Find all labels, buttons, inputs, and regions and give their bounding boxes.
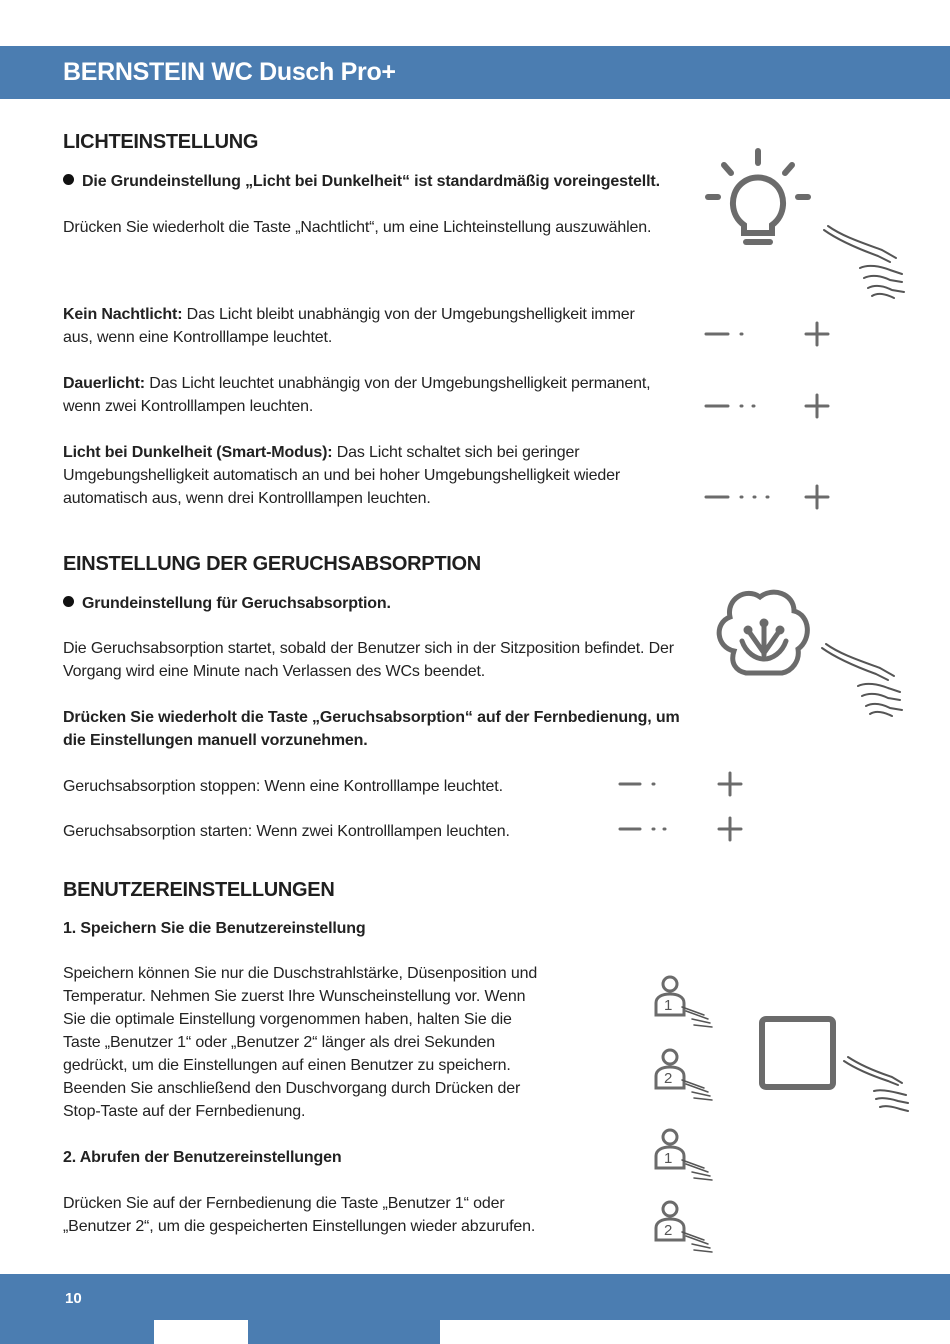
footer-decoration: [440, 1320, 950, 1344]
user-badge-number: 2: [664, 1222, 673, 1239]
user-step2-title: 2. Abrufen der Benutzereinstellungen: [63, 1149, 342, 1166]
pointing-hand-icon: [818, 640, 906, 720]
indicator-two-lamps: [704, 392, 834, 420]
indicator-three-lamps: [704, 483, 834, 511]
indicator-two-lamps: [618, 815, 748, 843]
user-2-button-icon: [652, 1200, 722, 1258]
page-number: 10: [65, 1290, 82, 1307]
option-label: Kein Nachtlicht:: [63, 306, 183, 323]
user-step2-text: Drücken Sie auf der Fernbedienung die Taste „Benutzer 1“ oder „Benutzer 2“, um die gespeicherten Einstellungen wieder abzurufen.: [63, 1195, 536, 1235]
footer-decoration: [154, 1320, 248, 1344]
bullet-icon: [63, 596, 74, 607]
indicator-one-lamp: [704, 320, 834, 348]
pointing-hand-icon: [842, 1055, 912, 1119]
user-step1-text: Speichern können Sie nur die Duschstrahlstärke, Düsenposition und Temperatur. Nehmen Sie zuerst Ihre Wunscheinstellung vor. Wenn Sie die optimale Einstellung vorgenommen haben, halten Sie die Taste „Benutzer 1“ oder „Benutzer 2“ länger als drei Sekunden gedrückt, um die Einstellungen auf einen Benutzer zu speichern. Beenden Sie anschließend den Duschvorgang durch Drücken der Stop-Taste auf der Fernbedienung.: [63, 965, 538, 1120]
section-heading-light: LICHTEINSTELLUNG: [63, 131, 259, 153]
odor-start: Geruchsabsorption starten: Wenn zwei Kontrolllampen leuchten.: [63, 823, 510, 840]
odor-instruction: Drücken Sie wiederholt die Taste „Geruchsabsorption“ auf der Fernbedienung, um die Einstellungen manuell vorzunehmen.: [63, 709, 680, 749]
indicator-one-lamp: [618, 770, 748, 798]
user-2-button-icon: [652, 1048, 722, 1106]
option-label: Licht bei Dunkelheit (Smart-Modus):: [63, 444, 333, 461]
option-text: Das Licht leuchtet unabhängig von der Umgebungshelligkeit permanent, wenn zwei Kontrolllampen leuchten.: [63, 375, 651, 415]
option-text: Das Licht bleibt unabhängig von der Umgebungshelligkeit immer aus, wenn eine Kontrolllampe leuchtet.: [63, 306, 635, 346]
user-step1-title: 1. Speichern Sie die Benutzereinstellung: [63, 920, 366, 937]
odor-stop: Geruchsabsorption stoppen: Wenn eine Kontrolllampe leuchtet.: [63, 778, 503, 795]
bullet-icon: [63, 174, 74, 185]
option-text: Das Licht schaltet sich bei geringer Umgebungshelligkeit automatisch an und bei hoher Umgebungshelligkeit wieder automatisch aus, wenn drei Kontrolllampen leuchten.: [63, 444, 621, 507]
flower-icon: [712, 585, 816, 685]
section-heading-odor: EINSTELLUNG DER GERUCHSABSORPTION: [63, 553, 481, 575]
pointing-hand-icon: [820, 222, 908, 302]
document-title: BERNSTEIN WC Dusch Pro+: [63, 58, 396, 86]
section-heading-user: BENUTZEREINSTELLUNGEN: [63, 879, 335, 901]
odor-intro: Die Geruchsabsorption startet, sobald der Benutzer sich in der Sitzposition befindet. Der Vorgang wird eine Minute nach Verlassen des WCs beendet.: [63, 640, 674, 680]
header-bar: [0, 46, 950, 99]
user-badge-number: 1: [664, 997, 673, 1014]
light-option-smart: [63, 441, 663, 510]
user-1-button-icon: [652, 1128, 722, 1186]
light-bulb-icon: [700, 145, 812, 253]
odor-bullet-text: Grundeinstellung für Geruchsabsorption.: [82, 595, 391, 612]
stop-square-icon: [758, 1015, 838, 1091]
light-default-bullet: [63, 170, 703, 193]
light-intro: Drücken Sie wiederholt die Taste „Nachtlicht“, um eine Lichteinstellung auszuwählen.: [63, 219, 652, 236]
user-badge-number: 2: [664, 1070, 673, 1087]
option-label: Dauerlicht:: [63, 375, 145, 392]
light-bullet-text: Die Grundeinstellung „Licht bei Dunkelheit“ ist standardmäßig voreingestellt.: [82, 173, 660, 190]
user-1-button-icon: [652, 975, 722, 1033]
user-badge-number: 1: [664, 1150, 673, 1167]
footer-bar: [0, 1274, 950, 1344]
odor-default-bullet: [63, 592, 663, 615]
light-option-off: [63, 303, 663, 349]
light-option-permanent: [63, 372, 673, 418]
